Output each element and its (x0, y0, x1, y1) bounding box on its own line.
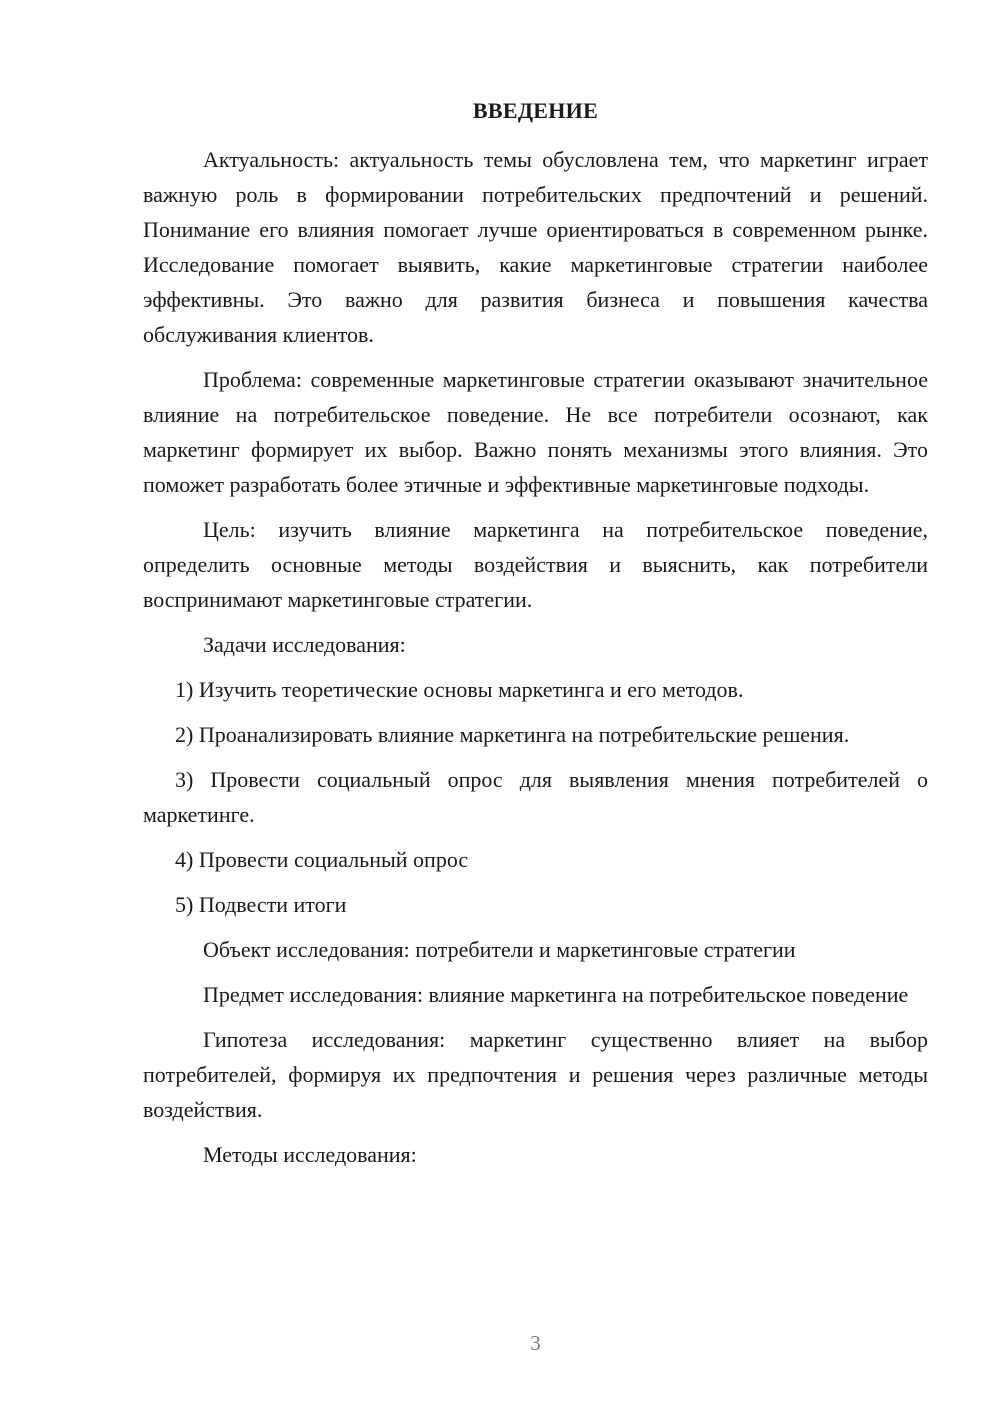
paragraph-subject: Предмет исследования: влияние маркетинга на потребительское поведение (203, 982, 909, 1007)
paragraph-methods: Методы исследования: (203, 1142, 417, 1167)
paragraph-hypothesis: Гипотеза исследования: маркетинг существенно влияет на выбор потребителей, формируя их предпочтения и решения через различные методы воздействия. (143, 1027, 928, 1122)
paragraph-problem: Проблема: современные маркетинговые стратегии оказывают значительное влияние на потребительское поведение. Не все потребители осознают, как маркетинг формирует их выбор. Важно понять механизмы этого влияния. Это поможет разработать более этичные и эффективные маркетинговые подходы. (143, 367, 928, 497)
paragraph-tasks-heading: Задачи исследования: (203, 632, 406, 657)
paragraph-relevance: Актуальность: актуальность темы обусловлена тем, что маркетинг играет важную роль в формировании потребительских предпочтений и решений. Понимание его влияния помогает лучше ориентироваться в современном рынке. Исследование помогает выявить, какие маркетинговые стратегии наиболее эффективны. Это важно для развития бизнеса и повышения качества обслуживания клиентов. (143, 147, 928, 347)
task-item-4: 4) Провести социальный опрос (175, 847, 469, 872)
task-item-3: 3) Провести социальный опрос для выявления мнения потребителей о маркетинге. (143, 767, 928, 827)
page-number: 3 (530, 1331, 541, 1355)
document-body (143, 142, 928, 1182)
document-page (143, 0, 928, 1414)
paragraph-object: Объект исследования: потребители и маркетинговые стратегии (203, 937, 796, 962)
task-item-1: 1) Изучить теоретические основы маркетинга и его методов. (175, 677, 744, 702)
section-title: ВВЕДЕНИЕ (472, 98, 599, 123)
paragraph-goal: Цель: изучить влияние маркетинга на потребительское поведение, определить основные методы воздействия и выяснить, как потребители воспринимают маркетинговые стратегии. (143, 517, 928, 612)
task-item-2: 2) Проанализировать влияние маркетинга на потребительские решения. (175, 722, 850, 747)
task-item-5: 5) Подвести итоги (175, 892, 347, 917)
